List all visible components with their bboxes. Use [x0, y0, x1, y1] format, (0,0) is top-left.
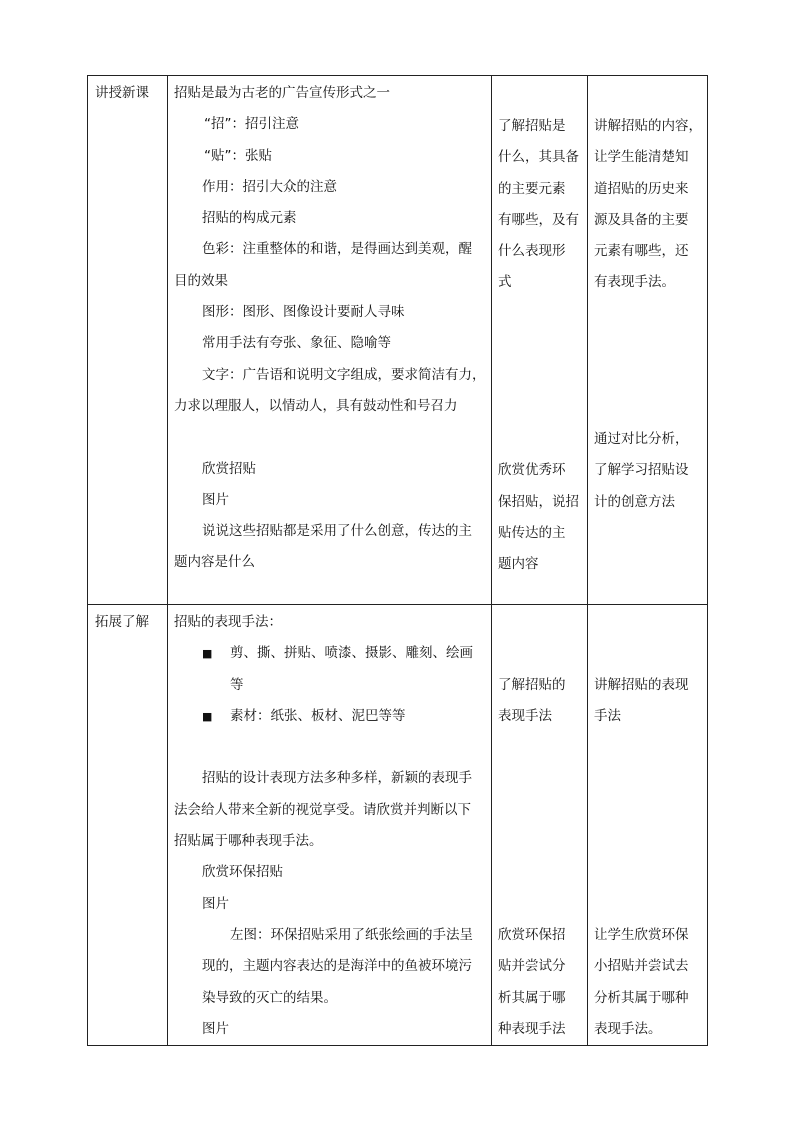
lesson-plan-table [87, 75, 708, 1046]
content-line: 图片 [202, 1020, 229, 1037]
teacher-line: 有表现手法。 [594, 274, 675, 291]
content-line: 现的，主题内容表达的是海洋中的鱼被环境污 [202, 958, 472, 975]
blank-line [174, 422, 489, 453]
student-line: 了解招贴的 [498, 676, 566, 693]
content-line: 染导致的灭亡的结果。 [202, 989, 337, 1006]
content-line: 欣赏招贴 [202, 460, 256, 477]
student-line: 什么，其具备 [498, 149, 579, 166]
blank-line [174, 732, 489, 763]
teacher-line: 让学生能清楚知 [594, 149, 689, 166]
student-activity-cell [492, 605, 588, 1046]
content-cell [168, 76, 492, 605]
teacher-line: 道招贴的历史来 [594, 180, 689, 197]
content-line: 左图：环保招贴采用了纸张绘画的手法呈 [230, 926, 473, 943]
content-line: “贴”：张贴 [204, 147, 272, 164]
teacher-line: 元素有哪些，还 [594, 243, 689, 260]
bullet-square-icon: ■ [202, 647, 213, 661]
content-line: 招贴是最为古老的广告宣传形式之一 [174, 85, 390, 101]
teacher-line: 手法 [594, 707, 621, 724]
student-line: 表现手法 [498, 707, 552, 724]
content-line: 招贴属于哪种表现手法。 [174, 833, 323, 850]
student-activity-cell [492, 76, 588, 605]
content-line: 招贴的构成元素 [202, 210, 297, 227]
content-line: 招贴的表现手法： [174, 614, 282, 630]
stage-cell [88, 605, 168, 1046]
student-line: 什么表现形 [498, 243, 566, 260]
bullet-square-icon: ■ [202, 709, 213, 723]
teacher-line: 分析其属于哪种 [594, 989, 689, 1006]
bullet-item [174, 701, 489, 732]
content-line: 招贴的设计表现方法多种多样，新颖的表现手 [202, 770, 472, 787]
teacher-line: 讲解招贴的表现 [594, 676, 689, 693]
student-line: 了解招贴是 [498, 118, 566, 134]
student-line: 贴并尝试分 [498, 958, 566, 975]
student-line: 题内容 [498, 556, 539, 573]
bullet-text: 素材：纸张、板材、泥巴等等 [230, 707, 406, 724]
teacher-line: 了解学习招贴设 [594, 462, 689, 479]
student-line: 欣赏环保招 [498, 926, 566, 943]
teacher-activity-cell [588, 76, 708, 605]
bullet-text: 剪、撕、拼贴、喷漆、摄影、雕刻、绘画 [230, 645, 473, 662]
teacher-line: 讲解招贴的内容， [594, 118, 702, 134]
content-line: 欣赏环保招贴 [202, 864, 283, 881]
content-line: 文字：广告语和说明文字组成，要求简洁有力， [202, 366, 486, 383]
content-line: 力求以理服人，以情动人，具有鼓动性和号召力 [174, 397, 458, 414]
content-line: 图片 [202, 491, 229, 508]
stage-label: 讲授新课 [95, 85, 149, 101]
bullet-item [174, 638, 489, 669]
student-line: 式 [498, 274, 512, 291]
content-line: “招”：招引注意 [204, 116, 299, 133]
stage-cell [88, 76, 168, 605]
teacher-line: 计的创意方法 [594, 493, 675, 510]
student-line: 有哪些，及有 [498, 211, 579, 228]
teacher-line: 通过对比分析， [594, 430, 689, 447]
table-row [88, 76, 708, 605]
content-line: 图片 [202, 895, 229, 912]
teacher-activity-cell [588, 605, 708, 1046]
teacher-line: 小招贴并尝试去 [594, 958, 689, 975]
student-line: 欣赏优秀环 [498, 462, 566, 479]
student-line: 保招贴，说招 [498, 493, 579, 510]
content-line: 等 [230, 676, 244, 693]
content-line: 题内容是什么 [174, 554, 255, 571]
content-line: 说说这些招贴都是采用了什么创意，传达的主 [202, 523, 472, 540]
teacher-line: 源及具备的主要 [594, 211, 689, 228]
table-row [88, 605, 708, 1046]
content-line: 目的效果 [174, 272, 228, 289]
content-line: 作用：招引大众的注意 [202, 178, 337, 195]
content-cell [168, 605, 492, 1046]
content-line: 图形：图形、图像设计要耐人寻味 [202, 304, 405, 321]
teacher-line: 让学生欣赏环保 [594, 926, 689, 943]
content-line: 常用手法有夸张、象征、隐喻等 [202, 335, 391, 352]
stage-label: 拓展了解 [95, 614, 149, 630]
content-line: 色彩：注重整体的和谐，是得画达到美观，醒 [202, 241, 472, 258]
teacher-line: 表现手法。 [594, 1020, 662, 1037]
student-line: 种表现手法 [498, 1020, 566, 1037]
student-line: 析其属于哪 [498, 989, 566, 1006]
content-line: 法会给人带来全新的视觉享受。请欣赏并判断以下 [174, 801, 471, 818]
student-line: 的主要元素 [498, 180, 566, 197]
student-line: 贴传达的主 [498, 524, 566, 541]
